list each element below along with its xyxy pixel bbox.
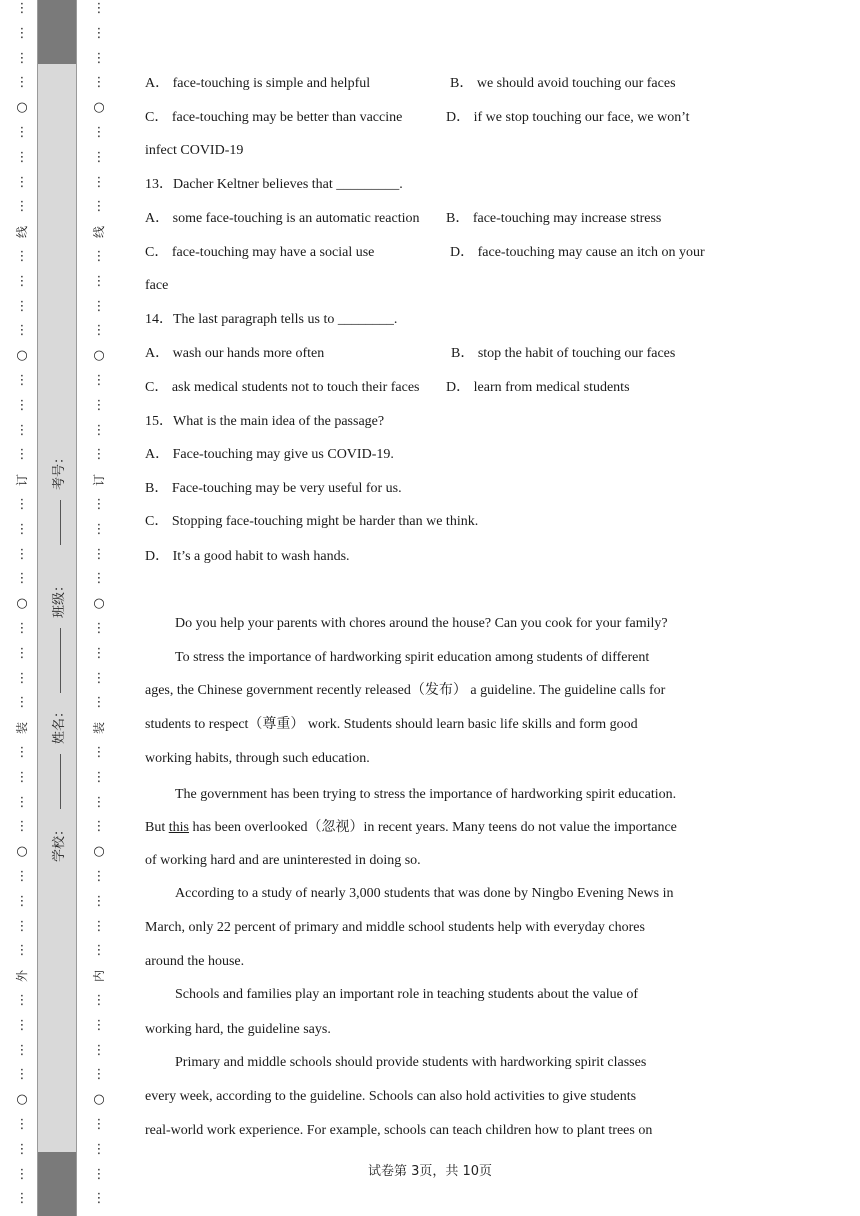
inner-dot: ⋮ [92,1117,106,1132]
passage-line-12: Schools and families play an important role in teaching students about the value of [175,987,639,1002]
inner-dot: ⋮ [92,943,106,958]
passage-line-1: Do you help your parents with chores around the house? Can you cook for your family? [175,616,668,631]
inner-dot: ⋮ [92,695,106,710]
inner-dot: ⋮ [92,447,106,462]
inner-binding-char: 线 [92,226,106,239]
outer-dot: ⋮ [15,398,29,413]
outer-dot: ⋮ [15,423,29,438]
inner-dot: ⋮ [92,175,106,190]
outer-dot: ⋮ [15,795,29,810]
q15-option-b: B． Face-touching may be very useful for us. [145,481,402,496]
outer-dot: ⋮ [15,249,29,264]
passage-line-5: working habits, through such education. [145,751,370,766]
outer-dot: ⋮ [15,1067,29,1082]
outer-dot: ⋮ [15,175,29,190]
inner-dot: ⋮ [92,1167,106,1182]
inner-dot: ⋮ [92,51,106,66]
inner-dot: ⋮ [92,398,106,413]
inner-circle: ○ [93,844,105,859]
passage-line-8: of working hard and are uninterested in doing so. [145,853,421,868]
outer-dot: ⋮ [15,571,29,586]
q13-option-c: C． face-touching may have a social use [145,245,375,260]
q13-option-d-continuation: face [145,278,169,293]
q14-option-a: A． wash our hands more often [145,346,325,361]
outer-dot: ⋮ [15,150,29,165]
outer-dot: ⋮ [15,447,29,462]
inner-binding-char: 内 [92,970,106,983]
inner-dot: ⋮ [92,274,106,289]
inner-dot: ⋮ [92,869,106,884]
underlined-word-this: this [168,820,189,835]
name-line [60,754,61,809]
outer-dot: ⋮ [15,1167,29,1182]
binding-top-block [38,0,76,64]
passage-line-10: March, only 22 percent of primary and middle school students help with everyday chores [145,920,645,935]
outer-dot: ⋮ [15,993,29,1008]
inner-dot: ⋮ [92,1,106,16]
q12-option-d-continuation: infect COVID-19 [145,143,244,158]
outer-circle: ○ [16,844,28,859]
passage-line-3: ages, the Chinese government recently released（发布） a guideline. The guideline calls for [145,683,666,698]
inner-circle: ○ [93,596,105,611]
q13-option-b: B． face-touching may increase stress [446,211,662,226]
inner-dot: ⋮ [92,423,106,438]
outer-dot: ⋮ [15,1018,29,1033]
passage-line-7: But this has been overlooked（忽视）in recent years. Many teens do not value the importance [145,820,677,835]
outer-dot: ⋮ [15,621,29,636]
outer-circle: ○ [16,100,28,115]
outer-dot: ⋮ [15,373,29,388]
inner-dot: ⋮ [92,26,106,41]
outer-binding-char: 外 [15,970,29,983]
class-line [60,628,61,693]
inner-dot: ⋮ [92,671,106,686]
outer-dot: ⋮ [15,26,29,41]
passage-line-4: students to respect（尊重） work. Students should learn basic life skills and form good [145,717,638,732]
outer-dot: ⋮ [15,869,29,884]
passage-line-16: real-world work experience. For example, schools can teach children how to plant trees on [145,1123,653,1138]
outer-circle: ○ [16,596,28,611]
inner-dot: ⋮ [92,1018,106,1033]
passage-line-11: around the house. [145,954,245,969]
outer-dot: ⋮ [15,274,29,289]
binding-dotted-line-inner [92,0,106,1216]
passage-line-15: every week, according to the guideline. Schools can also hold activities to give students [145,1089,637,1104]
q12-option-b: B． we should avoid touching our faces [450,76,676,91]
inner-dot: ⋮ [92,646,106,661]
passage-line-9: According to a study of nearly 3,000 students that was done by Ningbo Evening News in [175,886,674,901]
q12-option-a: A． face-touching is simple and helpful [145,76,371,91]
exam-number-label: 考号： [51,450,67,490]
inner-dot: ⋮ [92,522,106,537]
outer-dot: ⋮ [15,1043,29,1058]
outer-dot: ⋮ [15,770,29,785]
q14-option-c: C． ask medical students not to touch their faces [145,380,420,395]
outer-dot: ⋮ [15,125,29,140]
outer-dot: ⋮ [15,323,29,338]
inner-dot: ⋮ [92,497,106,512]
q12-option-d: D． if we stop touching our face, we won’t [446,110,690,125]
page-footer: 试卷第 3页，共 10页 [367,1164,493,1179]
q13-stem: 13．Dacher Keltner believes that _________. [145,177,403,192]
q14-stem: 14．The last paragraph tells us to ________. [145,312,398,327]
outer-dot: ⋮ [15,299,29,314]
passage-line-6: The government has been trying to stress the importance of hardworking spirit education. [175,787,677,802]
class-label: 班级： [51,578,67,618]
binding-dotted-line-outer [15,0,29,1216]
inner-dot: ⋮ [92,75,106,90]
outer-dot: ⋮ [15,1191,29,1206]
outer-dot: ⋮ [15,943,29,958]
inner-binding-char: 装 [92,722,106,735]
inner-circle: ○ [93,348,105,363]
q14-option-b: B． stop the habit of touching our faces [451,346,676,361]
q15-option-d: D． It’s a good habit to wash hands. [145,549,350,564]
passage-line-2: To stress the importance of hardworking spirit education among students of different [175,650,650,665]
outer-dot: ⋮ [15,75,29,90]
outer-dot: ⋮ [15,646,29,661]
q13-option-d: D． face-touching may cause an itch on your [450,245,705,260]
outer-dot: ⋮ [15,745,29,760]
q15-stem: 15．What is the main idea of the passage? [145,414,385,429]
inner-dot: ⋮ [92,993,106,1008]
q15-option-a: A． Face-touching may give us COVID-19. [145,447,394,462]
inner-dot: ⋮ [92,150,106,165]
inner-dot: ⋮ [92,1067,106,1082]
outer-circle: ○ [16,348,28,363]
inner-dot: ⋮ [92,547,106,562]
school-label: 学校： [51,822,67,862]
inner-dot: ⋮ [92,745,106,760]
inner-dot: ⋮ [92,819,106,834]
outer-circle: ○ [16,1092,28,1107]
inner-dot: ⋮ [92,1191,106,1206]
outer-dot: ⋮ [15,819,29,834]
inner-dot: ⋮ [92,770,106,785]
inner-dot: ⋮ [92,1043,106,1058]
outer-dot: ⋮ [15,919,29,934]
inner-binding-char: 订 [92,474,106,487]
outer-dot: ⋮ [15,51,29,66]
inner-dot: ⋮ [92,1142,106,1157]
outer-dot: ⋮ [15,497,29,512]
outer-dot: ⋮ [15,894,29,909]
outer-dot: ⋮ [15,1,29,16]
inner-circle: ○ [93,100,105,115]
inner-dot: ⋮ [92,571,106,586]
outer-dot: ⋮ [15,1142,29,1157]
inner-dot: ⋮ [92,125,106,140]
outer-binding-char: 订 [15,474,29,487]
inner-dot: ⋮ [92,919,106,934]
outer-dot: ⋮ [15,199,29,214]
q13-option-a: A． some face-touching is an automatic reaction [145,211,420,226]
outer-binding-char: 线 [15,226,29,239]
passage-line-14: Primary and middle schools should provide students with hardworking spirit classes [175,1055,647,1070]
exam-number-line [60,500,61,545]
inner-dot: ⋮ [92,323,106,338]
inner-dot: ⋮ [92,299,106,314]
inner-dot: ⋮ [92,621,106,636]
outer-dot: ⋮ [15,547,29,562]
outer-binding-char: 装 [15,722,29,735]
inner-dot: ⋮ [92,795,106,810]
inner-dot: ⋮ [92,373,106,388]
passage-line-13: working hard, the guideline says. [145,1022,331,1037]
q12-option-c: C． face-touching may be better than vaccine [145,110,403,125]
inner-dot: ⋮ [92,894,106,909]
outer-dot: ⋮ [15,671,29,686]
outer-dot: ⋮ [15,1117,29,1132]
q15-option-c: C． Stopping face-touching might be harder than we think. [145,514,479,529]
outer-dot: ⋮ [15,695,29,710]
inner-dot: ⋮ [92,199,106,214]
inner-circle: ○ [93,1092,105,1107]
outer-dot: ⋮ [15,522,29,537]
name-label: 姓名： [51,704,67,744]
inner-dot: ⋮ [92,249,106,264]
q14-option-d: D． learn from medical students [446,380,630,395]
